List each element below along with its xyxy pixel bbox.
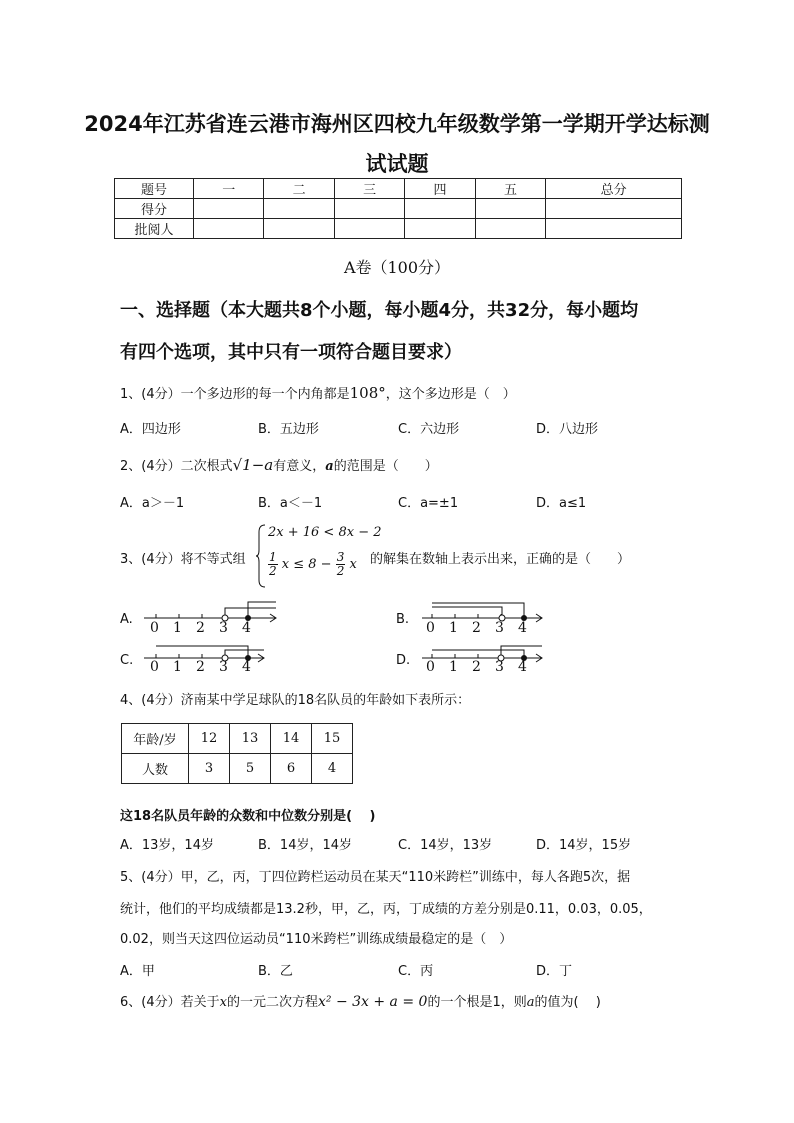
option-a[interactable]: A．13岁，14岁 — [120, 838, 214, 853]
tick-label: 3 — [495, 659, 504, 675]
option-c[interactable]: C. — [120, 653, 134, 668]
number-line-b[interactable] — [418, 598, 548, 638]
score-table-header-row — [115, 179, 682, 199]
page-title-continued: 试试题 — [365, 152, 429, 176]
equation: x² − 3x + a = 0 — [317, 994, 428, 1010]
question-3-prefix: 3、(4分）将不等式组 — [120, 552, 246, 567]
section-heading-continued: 有四个选项，其中只有一项符合题目要求） — [120, 342, 462, 363]
numerator: 1 — [269, 550, 277, 564]
tick-label: 4 — [518, 620, 527, 636]
option-c[interactable]: C．14岁，13岁 — [398, 838, 493, 853]
option-a[interactable]: A．甲 — [120, 964, 155, 979]
question-1 — [120, 383, 516, 402]
inequality-2 — [268, 551, 357, 578]
fraction — [336, 551, 346, 578]
option-d[interactable]: D．八边形 — [536, 422, 599, 437]
tick-label: 3 — [219, 620, 228, 636]
table-cell: 13 — [230, 724, 271, 754]
brace-icon — [255, 524, 267, 588]
tick-label: 0 — [426, 659, 435, 675]
numerator: 3 — [336, 550, 345, 564]
option-d[interactable]: D．丁 — [536, 964, 573, 979]
table-cell: 四 — [405, 179, 475, 199]
question-5-line-1: 5、(4分）甲，乙，丙，丁四位跨栏运动员在某天“110米跨栏”训练中，每人各跑5次，据 — [120, 870, 631, 885]
option-b[interactable]: B．五边形 — [258, 422, 319, 437]
table-cell: 批阅人 — [115, 219, 194, 239]
option-c[interactable]: C．丙 — [398, 964, 434, 979]
table-cell: 6 — [271, 754, 312, 784]
grader-input-cell[interactable] — [475, 219, 545, 239]
variable-x: x — [219, 995, 227, 1010]
inequality-1: 2x + 16 < 8x − 2 — [268, 525, 382, 540]
table-cell: 3 — [189, 754, 230, 784]
tick-label: 0 — [150, 620, 159, 636]
table-cell: 12 — [189, 724, 230, 754]
option-b[interactable]: B．a＜－1 — [258, 496, 323, 511]
page-title: 2024年江苏省连云港市海州区四校九年级数学第一学期开学达标测 — [84, 112, 710, 136]
grader-input-cell[interactable] — [194, 219, 264, 239]
option-d[interactable]: D．a≤1 — [536, 496, 587, 511]
table-cell: 14 — [271, 724, 312, 754]
option-c[interactable]: C．六边形 — [398, 422, 460, 437]
question-text: ，这个多边形是（ ） — [385, 387, 516, 402]
question-3-suffix: 的解集在数轴上表示出来，正确的是（ ） — [370, 552, 631, 567]
section-heading: 一、选择题（本大题共8个小题，每小题4分，共32分，每小题均 — [120, 300, 639, 321]
question-text: 的范围是（ ） — [333, 459, 438, 474]
question-text: 2、(4分）二次根式 — [120, 459, 233, 474]
score-row — [115, 199, 682, 219]
grader-input-cell[interactable] — [546, 219, 682, 239]
inequality-end: x — [349, 557, 357, 572]
table-cell: 题号 — [115, 179, 194, 199]
number-line-a[interactable] — [140, 598, 280, 638]
tick-label: 3 — [495, 620, 504, 636]
grader-input-cell[interactable] — [405, 219, 475, 239]
tick-label: 1 — [449, 620, 458, 636]
grader-input-cell[interactable] — [264, 219, 334, 239]
radical-expression: √1−a — [232, 456, 274, 474]
option-a[interactable]: A．a＞－1 — [120, 496, 185, 511]
score-input-cell[interactable] — [405, 199, 475, 219]
question-text: 的一元二次方程 — [226, 995, 318, 1010]
question-6 — [120, 991, 601, 1010]
table-cell: 三 — [334, 179, 404, 199]
inequality-middle: x ≤ 8 − — [281, 557, 332, 572]
option-b[interactable]: B. — [396, 612, 410, 627]
question-4: 4、(4分）济南某中学足球队的18名队员的年龄如下表所示： — [120, 693, 471, 708]
section-a-heading: A卷（100分） — [343, 258, 451, 277]
table-cell: 一 — [194, 179, 264, 199]
tick-label: 4 — [518, 659, 527, 675]
variable-a: a — [325, 459, 334, 474]
question-text: 有意义， — [273, 459, 326, 474]
score-input-cell[interactable] — [264, 199, 334, 219]
score-input-cell[interactable] — [334, 199, 404, 219]
question-text: 的值为( ) — [534, 995, 601, 1010]
question-text: 的一个根是1，则 — [427, 995, 527, 1010]
denominator: 2 — [269, 564, 277, 578]
score-input-cell[interactable] — [546, 199, 682, 219]
tick-label: 1 — [173, 659, 182, 675]
table-row — [122, 724, 353, 754]
option-b[interactable]: B．乙 — [258, 964, 293, 979]
option-a[interactable]: A. — [120, 612, 133, 627]
question-text: 1、(4分）一个多边形的每一个内角都是 — [120, 387, 350, 402]
grader-input-cell[interactable] — [334, 219, 404, 239]
option-d[interactable]: D. — [396, 653, 411, 668]
table-cell: 二 — [264, 179, 334, 199]
variable-a: a — [526, 995, 535, 1010]
tick-label: 1 — [449, 659, 458, 675]
age-table — [121, 723, 353, 784]
tick-label: 4 — [242, 659, 251, 675]
tick-label: 2 — [196, 659, 205, 675]
tick-label: 2 — [472, 659, 481, 675]
number-line-d[interactable] — [418, 640, 548, 676]
option-b[interactable]: B．14岁，14岁 — [258, 838, 353, 853]
question-2 — [120, 455, 438, 474]
tick-label: 2 — [196, 620, 205, 636]
fraction — [268, 551, 278, 578]
tick-label: 1 — [173, 620, 182, 636]
option-d[interactable]: D．14岁，15岁 — [536, 838, 632, 853]
tick-label: 4 — [242, 620, 251, 636]
option-a[interactable]: A．四边形 — [120, 422, 181, 437]
grader-row — [115, 219, 682, 239]
question-5-line-3: 0.02，则当天这四位运动员“110米跨栏”训练成绩最稳定的是（ ） — [120, 932, 513, 947]
tick-label: 0 — [426, 620, 435, 636]
table-cell: 15 — [312, 724, 353, 754]
score-input-cell[interactable] — [194, 199, 264, 219]
table-cell: 5 — [230, 754, 271, 784]
table-row — [122, 754, 353, 784]
question-text: 6、(4分）若关于 — [120, 995, 220, 1010]
question-5-line-2: 统计，他们的平均成绩都是13.2秒，甲，乙，丙，丁成绩的方差分别是0.11，0.03，0.05， — [120, 902, 652, 917]
table-cell: 4 — [312, 754, 353, 784]
table-cell: 年龄/岁 — [122, 724, 189, 754]
angle-value: 108° — [349, 384, 386, 402]
table-cell: 总分 — [546, 179, 682, 199]
table-cell: 五 — [475, 179, 545, 199]
score-table — [114, 178, 682, 239]
denominator: 2 — [336, 564, 345, 578]
tick-label: 3 — [219, 659, 228, 675]
question-4-prompt: 这18名队员年龄的众数和中位数分别是( ) — [120, 809, 376, 824]
table-cell: 得分 — [115, 199, 194, 219]
table-cell: 人数 — [122, 754, 189, 784]
tick-label: 2 — [472, 620, 481, 636]
tick-label: 0 — [150, 659, 159, 675]
score-input-cell[interactable] — [475, 199, 545, 219]
option-c[interactable]: C．a=±1 — [398, 496, 459, 511]
